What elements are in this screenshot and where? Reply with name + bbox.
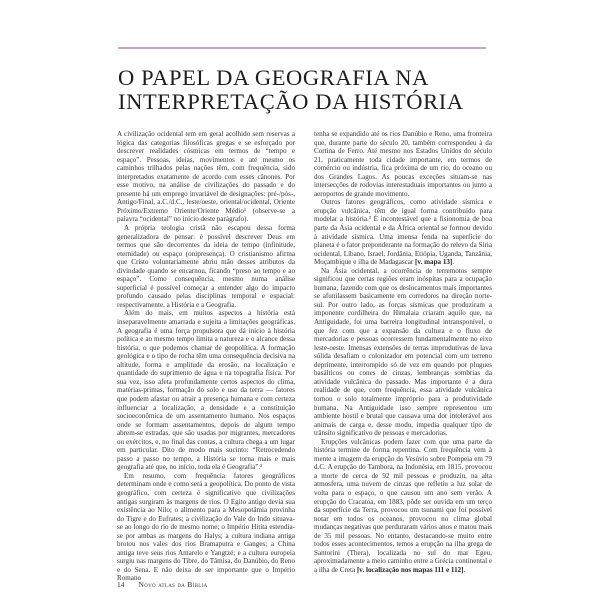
page-footer: [117, 580, 207, 589]
title-line-1: O PAPEL DA GEOGRAFIA NA: [118, 65, 429, 90]
paragraph: A própria teologia cristã não escapou dessa forma generalizadora de pensar: é possível descrever Deus em termos que são decorrentes da ideia de tempo (infinitude, eternidade) ou espaço (onipresença). O cristianismo afirma que Cristo voluntariamente abriu mão desses atributos da divindade quando se encarnou, ficando “preso ao tempo e ao espaço”. Como consequência, mesmo numa análise superficial é possível começar a entender algo do impacto profundo causado pelas disciplinas temporal e espacial: respectivamente, a História e a Geografia.: [117, 224, 295, 309]
page-number: 14: [117, 580, 125, 589]
map-reference: [v. localização nos mapas 111 e 112]: [356, 565, 464, 574]
left-column: [117, 130, 295, 583]
paragraph: Na Ásia ocidental, a ocorrência de terremotos sempre significou que certas regiões eram inóspitas para a ocupação humana, fazendo com que os deslocamentos mais importantes se afunilassem basicamente em corredores na direção norte-sul. Por outro lado, as forças sísmicas que produziram a imponente cordilheira do Himalaia criaram aquilo que, na Antiguidade, foi uma barreira longitudinal intransponível, o que fez com que a expansão da cultura e o fluxo de mercadorias e pessoas ocorressem fundamentalmente no eixo leste-oeste. Imensas extensões de terras improdutivas de lava sólida desafiam o colonizador em potencial com um terreno deprimente, interrompido só de vez em quando por plugues basálticos ou cones de cinzas, lembranças sombrias da atividade vulcânica do passado. Mas importante é a dura realidade de que, com frequência, essa atividade vulcânica tornou o solo totalmente impróprio para a produtividade humana. Na Antiguidade isso sempre representou um ambiente hostil e brutal que causava uma dor intolerável aos animais de carga e, desse modo, impedia qualquer tipo de trânsito significativo de pessoas e mercadorias.: [314, 266, 492, 438]
paragraph: [314, 438, 492, 575]
right-column: [314, 130, 492, 574]
paragraph: A civilização ocidental tem em geral acolhido sem reservas a lógica das categorias filosóficas gregas e se esforçado por descrever realidades cósmicas em termos de “tempo e espaço”. Pessoas, ideias, movimentos e até mesmo os caminhos trilhados pelas nações têm, com frequência, sido interpretados exatamente de acordo com esses cânones. Por esse motivo, na análise de civilizações do passado e do presente há um emprego invariável de designações: pré-/pós-, Antigo/Final, a.C./d.C., leste/oeste, oriental/ocidental, Oriente Próximo/Extremo Oriente/Oriente Médio¹ (observe-se a palavra “ocidental” no início deste parágrafo).: [117, 130, 295, 224]
paragraph-text: Outros fatores geográficos, como atividade sísmica e erupção vulcânica, têm de igual forma contribuído para modelar a história.³ É incontestável que a fisionomia de boa parte da Ásia ocidental e da África oriental se formou devido à atividade sísmica. Uma imensa fenda na superfície do planeta é o fator preponderante na formação do relevo da Síria ocidental, Líbano, Israel, Jordânia, Etiópia, Uganda, Tanzânia, Moçambique e ilha de Madagascar: [314, 198, 492, 267]
paragraph-text: Erupções vulcânicas podem fazer com que uma parte da história termine de forma repentina. Com frequência vem à mente a imagem da erupção do Vesúvio sobre Pompeia em 79 d.C. A erupção do Tambora, na Indonésia, em 1815, provocou a morte de cerca de 92 mil pessoas e produziu, na alta atmosfera, uma nuvem de cinzas que refletiu a luz solar de volta para o espaço, o que causou um ano sem verão. A erupção do Cracatoa, em 1883, pôde ser ouvida em um terço da superfície da Terra, provocou um tsunami que foi possível notar em todos os oceanos, provocou no clima global mudanças negativas que perduraram vários anos e matou mais de 35 mil pessoas. No entanto, destacando-se muito entre todos esses acontecimentos, temos a erupção na ilha grega de Santorini (Thera), localizada no sul do mar Egeu, aproximadamente a meio caminho entre a Grécia continental e a ilha de Creta: [314, 437, 492, 574]
paragraph: Em resumo, com frequência fatores geográficos determinam onde e como será a geopolítica. Do ponto de vista geográfico, com certeza é significativo que civilizações antigas surgiram às margens de rios. O Egito antigo devia sua existência ao Nilo; o alimento para a Mesopotâmia provinha do Tigre e do Eufrates; a civilização do Vale do Indo situava-se ao longo do rio de mesmo nome; o Império Hitita estendia-se por ambas as margens do Halys; a cultura indiana antiga brotou nos vales dos rios Bramaputra e Ganges; a China antiga teve seus rios Amarelo e Yangtzé; e a cultura europeia surgiu nas margens do Tibre, do Tâmisa, do Danúbio, do Reno e do Sena. E não deixa de ser importante que o Império Romano: [117, 471, 295, 583]
map-reference: [v. mapa 13]: [415, 258, 453, 267]
paragraph: [314, 198, 492, 266]
book-title: Novo atlas da Bíblia: [138, 580, 208, 589]
header-rule: [118, 47, 486, 49]
paragraph-end: .: [463, 565, 466, 574]
paragraph: Além do mais, em muitos aspectos a história está inseparavelmente amarrada e sujeita a limitações geográficas. A geografia é uma força propulsora que dá início à história política e ao mesmo tempo limita a natureza e o alcance dessa história, o que podemos chamar de geopolítica. A formação geológica e o tipo de rocha têm uma consequência decisiva na altitude, forma e amplitude da erosão, na localização e quantidade do suprimento de água e na topografia física. Por sua vez, isso afeta profundamente certos aspectos do clima, matérias-primas, formação do solo e uso da terra — fatores que podem afastar ou atrair a presença humana e com certeza influenciar a localização, a densidade e a constituição socioeconômica de um assentamento humano. Nos espaços onde se formam assentamentos, depois de algum tempo abrem-se estradas, que são usadas por migrantes, mercadores ou exércitos, e, no final das contas, a cultura chega a um lugar em particular. Dito de modo mais sucinto: “Retrocedendo passo a passo no tempo, a História se torna mais e mais geografia até que, no início, toda ela é Geografia”.²: [117, 309, 295, 472]
paragraph: tenha se expandido até os rios Danúbio e Reno, uma fronteira que, durante parte do século 20, também correspondeu à da Cortina de Ferro. Até mesmo nos Estados Unidos do século 21, praticamente toda cidade importante, em termos de comércio ou indústria, fica próxima de um rio, do oceano ou dos Grandes Lagos. As poucas exceções situam-se nas intersecções de rodovias interestaduais importantes ou junto a aeroportos de grande movimento.: [314, 130, 492, 198]
page-title: [118, 66, 498, 114]
paragraph-end: .: [452, 258, 455, 267]
title-line-2: INTERPRETAÇÃO DA HISTÓRIA: [118, 89, 464, 114]
